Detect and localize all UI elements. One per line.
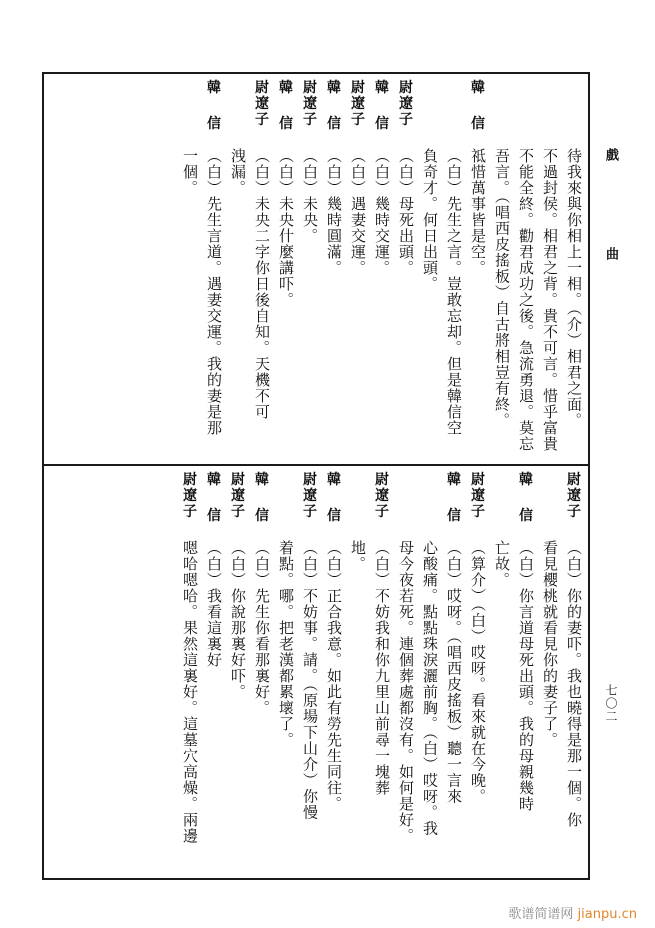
dialogue-line: 不過封侯。相君之背。貴不可言。惜乎富貴 [541, 148, 559, 452]
dialogue-line: 祗惜萬事皆是空。 [469, 148, 487, 276]
text-column [515, 80, 537, 460]
text-column [203, 80, 225, 460]
text-column [419, 472, 441, 872]
text-column [539, 472, 561, 872]
dialogue-line: （白）未央什麼講吓。 [277, 148, 295, 308]
dialogue-line: （白）未央二字你日後自知。天機不可 [253, 148, 271, 420]
dialogue-line: （白）你的妻吓。我也曉得是那一個。你 [565, 540, 583, 828]
dialogue-line: 待我來與你相上一相。（介）相君之面。 [565, 148, 583, 429]
section-divider [42, 464, 590, 466]
dialogue-line: 着點。哪。把老漢都累壞了。 [277, 540, 295, 748]
dialogue-line: 負奇才。何日出頭。 [421, 148, 439, 292]
speaker-name: 韓 信 [519, 472, 533, 524]
text-column [347, 472, 369, 872]
text-column [179, 80, 201, 460]
text-column [491, 472, 513, 872]
speaker-name: 韓 信 [279, 80, 293, 132]
speaker-name: 尉 遼 子 [399, 80, 413, 128]
speaker-name: 尉 遼 子 [471, 472, 485, 520]
speaker-name: 韓 信 [447, 472, 461, 524]
dialogue-line: 不能全終。勸君成功之後。急流勇退。莫忘 [517, 148, 535, 452]
speaker-name: 尉 遼 子 [375, 472, 389, 520]
speaker-name: 韓 信 [327, 80, 341, 132]
dialogue-line: （白）遇妻交運。 [349, 148, 367, 276]
text-column [563, 472, 585, 872]
dialogue-line: 嗯哈嗯哈。果然這裏好。這墓穴高燥。兩邊 [181, 540, 199, 844]
text-column [251, 472, 273, 872]
speaker-name: 尉 遼 子 [567, 472, 581, 520]
dialogue-line: （白）母死出頭。 [397, 148, 415, 276]
text-column [371, 472, 393, 872]
dialogue-line: 心酸痛。點點珠淚灑前胸。（白）哎呀。我 [421, 540, 439, 837]
text-column [467, 472, 489, 872]
bottom-half-text [50, 472, 585, 872]
speaker-name: 尉 遼 子 [183, 472, 197, 520]
text-column [251, 80, 273, 460]
text-column [299, 472, 321, 872]
dialogue-line: （白）先生之言。豈敢忘却。但是韓信空 [445, 148, 463, 436]
text-column [323, 80, 345, 460]
dialogue-line: 地。 [349, 540, 367, 572]
dialogue-line: （白）未央。 [301, 148, 319, 244]
dialogue-line: （白）不妨事。請。（原場下山介）你慢 [301, 540, 319, 821]
text-column [491, 80, 513, 460]
speaker-name: 韓 信 [375, 80, 389, 132]
text-column [203, 472, 225, 872]
text-column [395, 472, 417, 872]
dialogue-line: （白）不妨我和你九里山前尋一塊葬 [373, 540, 391, 796]
speaker-name: 尉 遼 子 [303, 80, 317, 128]
text-column [443, 80, 465, 460]
dialogue-line: （白）你說那裏好吓。 [229, 540, 247, 700]
dialogue-line: （白）幾時圓滿。 [325, 148, 343, 276]
text-column [563, 80, 585, 460]
text-column [371, 80, 393, 460]
speaker-name: 韓 信 [471, 80, 485, 132]
text-column [227, 80, 249, 460]
text-column [467, 80, 489, 460]
watermark [508, 903, 637, 922]
dialogue-line: （白）哎呀。（唱西皮搖板）聽一言來 [445, 540, 463, 805]
text-column [347, 80, 369, 460]
top-half-text [50, 80, 585, 460]
text-column [275, 472, 297, 872]
speaker-name: 尉 遼 子 [303, 472, 317, 520]
speaker-name: 韓 信 [207, 472, 221, 524]
dialogue-line: （白）我看這裏好 [205, 540, 223, 668]
dialogue-line: （白）幾時交運。 [373, 148, 391, 276]
dialogue-line: 亡故。 [493, 540, 511, 588]
dialogue-line: 吾言。（唱西皮搖板）自古將相豈有終。 [493, 148, 511, 429]
speaker-name: 韓 信 [327, 472, 341, 524]
dialogue-line: （白）正合我意。如此有勞先生同往。 [325, 540, 343, 812]
text-column [395, 80, 417, 460]
watermark-cn: 歌谱简谱网 [508, 907, 574, 922]
margin-book-title: 戲曲 [603, 148, 618, 346]
watermark-en: jianpu.cn [577, 907, 637, 922]
text-column [275, 80, 297, 460]
dialogue-line: 母今夜若死。連個葬處都沒有。如何是好。 [397, 540, 415, 844]
dialogue-line: （白）先生你看那裏好。 [253, 540, 271, 716]
speaker-name: 尉 遼 子 [231, 472, 245, 520]
speaker-name: 尉 遼 子 [351, 80, 365, 128]
text-column [539, 80, 561, 460]
text-column [419, 80, 441, 460]
text-column [443, 472, 465, 872]
dialogue-line: 洩漏。 [229, 148, 247, 196]
text-column [515, 472, 537, 872]
text-column [179, 472, 201, 872]
text-column [299, 80, 321, 460]
dialogue-line: （白）你言道母死出頭。我的母親幾時 [517, 540, 535, 812]
text-column [227, 472, 249, 872]
dialogue-line: 一個。 [181, 148, 199, 196]
speaker-name: 尉 遼 子 [255, 80, 269, 128]
dialogue-line: （白）先生言道。遇妻交運。我的妻是那 [205, 148, 223, 436]
dialogue-line: 看見櫻桃就看見你的妻子了。 [541, 540, 559, 748]
speaker-name: 韓 信 [255, 472, 269, 524]
page-number: 七〇二 [604, 684, 618, 723]
speaker-name: 韓 信 [207, 80, 221, 132]
text-column [323, 472, 345, 872]
dialogue-line: （算介）（白）哎呀。看來就在今晚。 [469, 540, 487, 805]
